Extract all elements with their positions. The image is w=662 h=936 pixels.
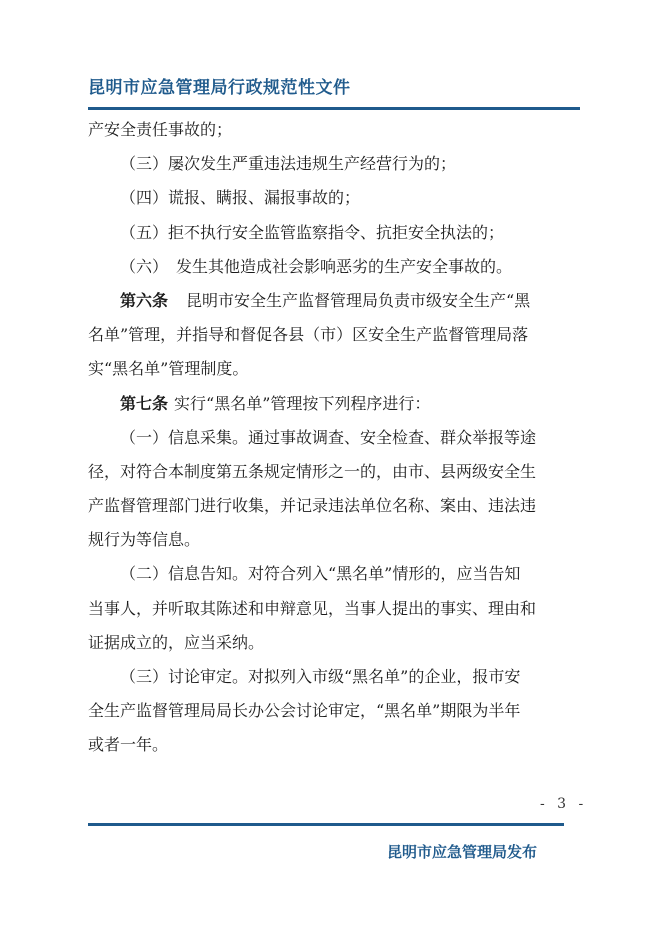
procedure-2-line: （二）信息告知。对符合列入“黑名单”情形的，应当告知: [120, 564, 521, 584]
document-header-title: 昆明市应急管理局行政规范性文件: [88, 78, 351, 98]
list-item: （三）屡次发生严重违法违规生产经营行为的；: [120, 154, 457, 174]
procedure-3-line: 或者一年。: [88, 735, 169, 755]
article-6-line-1: [88, 284, 580, 318]
procedure-1-line: 产监督管理部门进行收集，并记录违法单位名称、案由、违法违: [88, 496, 537, 516]
procedure-1-line: （一）信息采集。通过事故调查、安全检查、群众举报等途: [120, 427, 537, 447]
procedure-3-line: 全生产监督管理局局长办公会讨论审定，“黑名单”期限为半年: [88, 701, 521, 721]
header-divider: [88, 107, 580, 110]
article-label: 第七条: [120, 393, 169, 413]
document-body: [88, 113, 580, 763]
text-line: 产安全责任事故的；: [88, 120, 233, 139]
procedure-2-line: 当事人，并听取其陈述和申辩意见，当事人提出的事实、理由和: [88, 598, 537, 618]
procedure-1-line: 规行为等信息。: [88, 530, 201, 550]
list-item: （四）谎报、瞒报、漏报事故的；: [120, 188, 361, 208]
article-text: 实行“黑名单”管理按下列程序进行：: [174, 393, 431, 413]
article-label: 第六条: [120, 290, 169, 310]
footer-publisher: 昆明市应急管理局发布: [387, 843, 538, 861]
article-6-line-2: 名单”管理，并指导和督促各县（市）区安全生产监督管理局落: [88, 325, 529, 345]
procedure-3-line: （三）讨论审定。对拟列入市级“黑名单”的企业，报市安: [120, 667, 521, 686]
procedure-2-line: 证据成立的，应当采纳。: [88, 632, 265, 652]
list-item: （五）拒不执行安全监管监察指令、抗拒安全执法的；: [120, 222, 505, 242]
footer-divider: [88, 823, 564, 826]
procedure-1-line: 径，对符合本制度第五条规定情形之一的，由市、县两级安全生: [88, 461, 537, 481]
page-number: - 3 -: [540, 796, 588, 812]
article-6-line-3: 实“黑名单”管理制度。: [88, 359, 249, 379]
article-7-line-1: [88, 387, 580, 421]
list-item: （六） 发生其他造成社会影响恶劣的生产安全事故的。: [120, 256, 513, 276]
article-text: 昆明市安全生产监督管理局负责市级安全生产“黑: [186, 290, 531, 310]
